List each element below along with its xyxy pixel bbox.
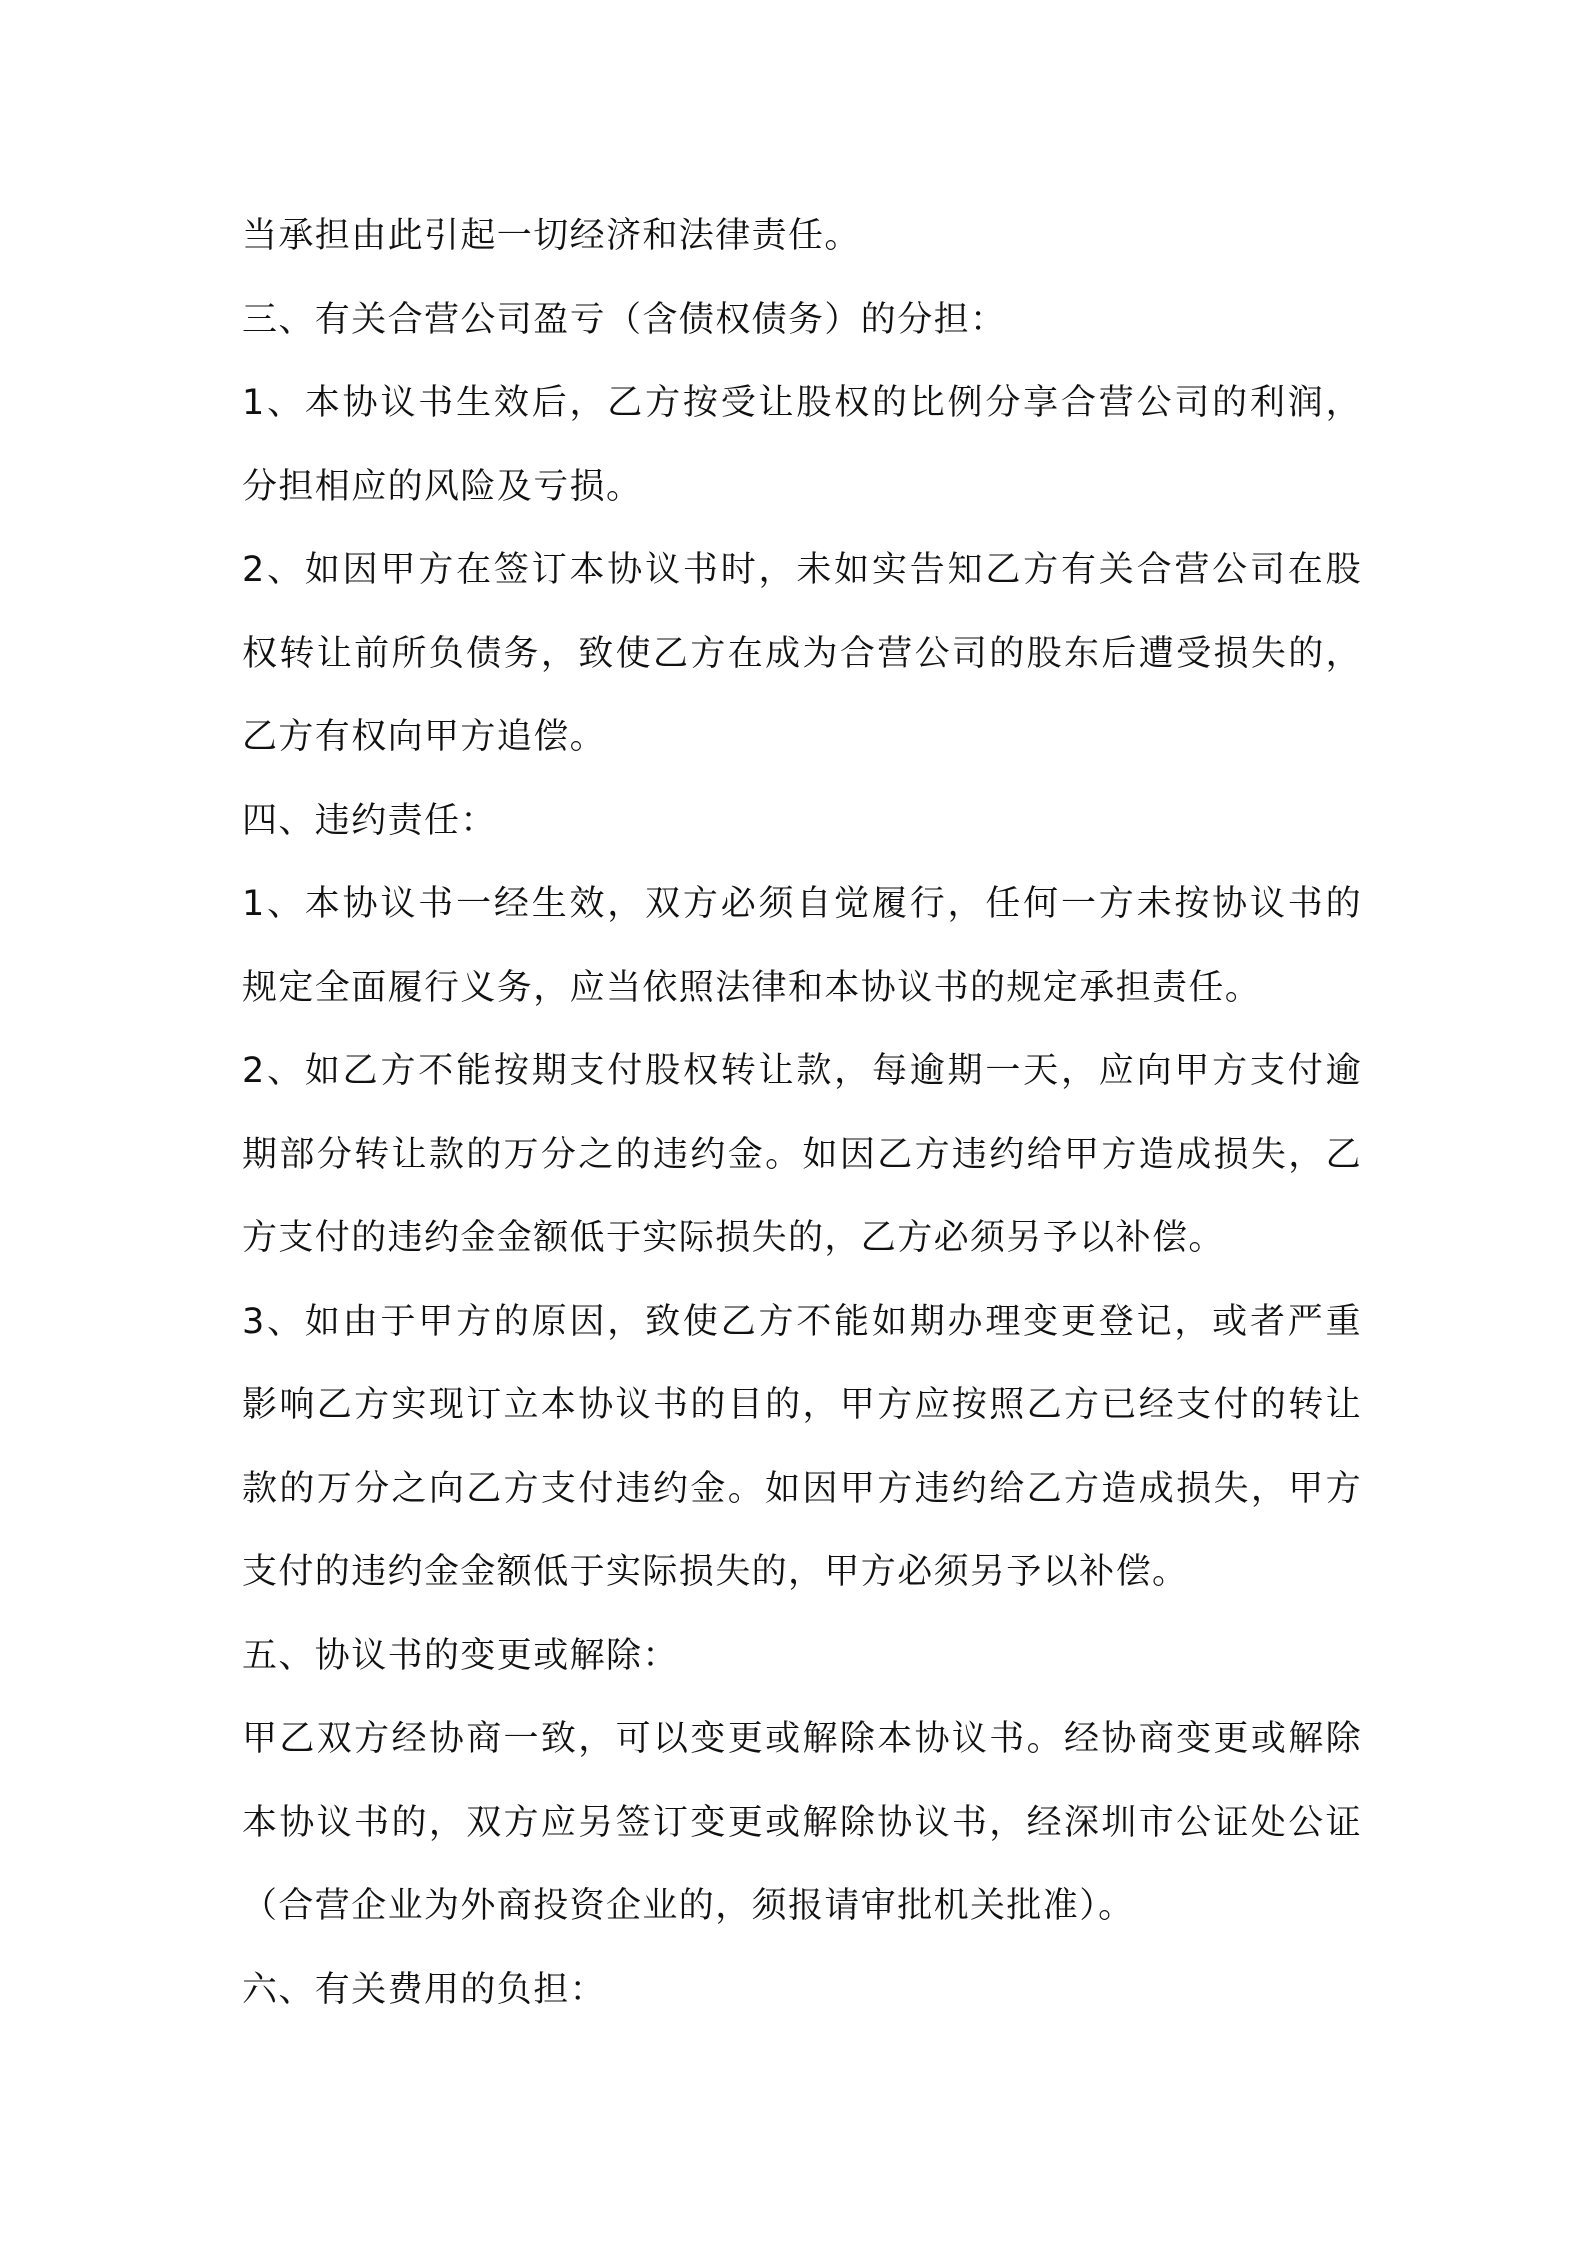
text-line: 1、本协议书生效后，乙方按受让股权的比例分享合营公司的利润， (242, 383, 1362, 423)
section-heading: 四、违约责任： (242, 800, 497, 841)
text-line: 2、如乙方不能按期支付股权转让款，每逾期一天，应向甲方支付逾 (242, 1051, 1362, 1091)
text-line: 2、如因甲方在签订本协议书时，未如实告知乙方有关合营公司在股 (242, 550, 1362, 590)
section-heading: 三、有关合营公司盈亏（含债权债务）的分担： (242, 299, 1007, 340)
text-line: 分担相应的风险及亏损。 (242, 466, 643, 507)
text-line: 3、如由于甲方的原因，致使乙方不能如期办理变更登记，或者严重 (242, 1301, 1362, 1342)
text-line: 乙方有权向甲方追偿。 (242, 717, 607, 757)
document-body (242, 195, 1362, 2032)
text-line: 方支付的违约金金额低于实际损失的，乙方必须另予以补偿。 (242, 1218, 1225, 1258)
text-line: 款的万分之向乙方支付违约金。如因甲方违约给乙方造成损失，甲方 (242, 1468, 1362, 1509)
text-line: 权转让前所负债务，致使乙方在成为合营公司的股东后遭受损失的， (242, 633, 1362, 674)
text-line: 甲乙双方经协商一致，可以变更或解除本协议书。经协商变更或解除 (242, 1719, 1362, 1759)
text-line: 1、本协议书一经生效，双方必须自觉履行，任何一方未按协议书的 (242, 884, 1362, 924)
text-line: 期部分转让款的万分之的违约金。如因乙方违约给甲方造成损失，乙 (242, 1134, 1362, 1175)
text-line: （合营企业为外商投资企业的，须报请审批机关批准）。 (242, 1886, 1135, 1926)
text-line: 支付的违约金金额低于实际损失的，甲方必须另予以补偿。 (242, 1552, 1189, 1592)
text-line: 本协议书的，双方应另签订变更或解除协议书，经深圳市公证处公证 (242, 1802, 1362, 1843)
section-heading: 六、有关费用的负担： (242, 1969, 607, 2010)
text-line: 规定全面履行义务，应当依照法律和本协议书的规定承担责任。 (242, 967, 1262, 1008)
section-heading: 五、协议书的变更或解除： (242, 1635, 679, 1676)
text-line: 当承担由此引起一切经济和法律责任。 (242, 216, 861, 256)
text-line: 影响乙方实现订立本协议书的目的，甲方应按照乙方已经支付的转让 (242, 1385, 1362, 1425)
